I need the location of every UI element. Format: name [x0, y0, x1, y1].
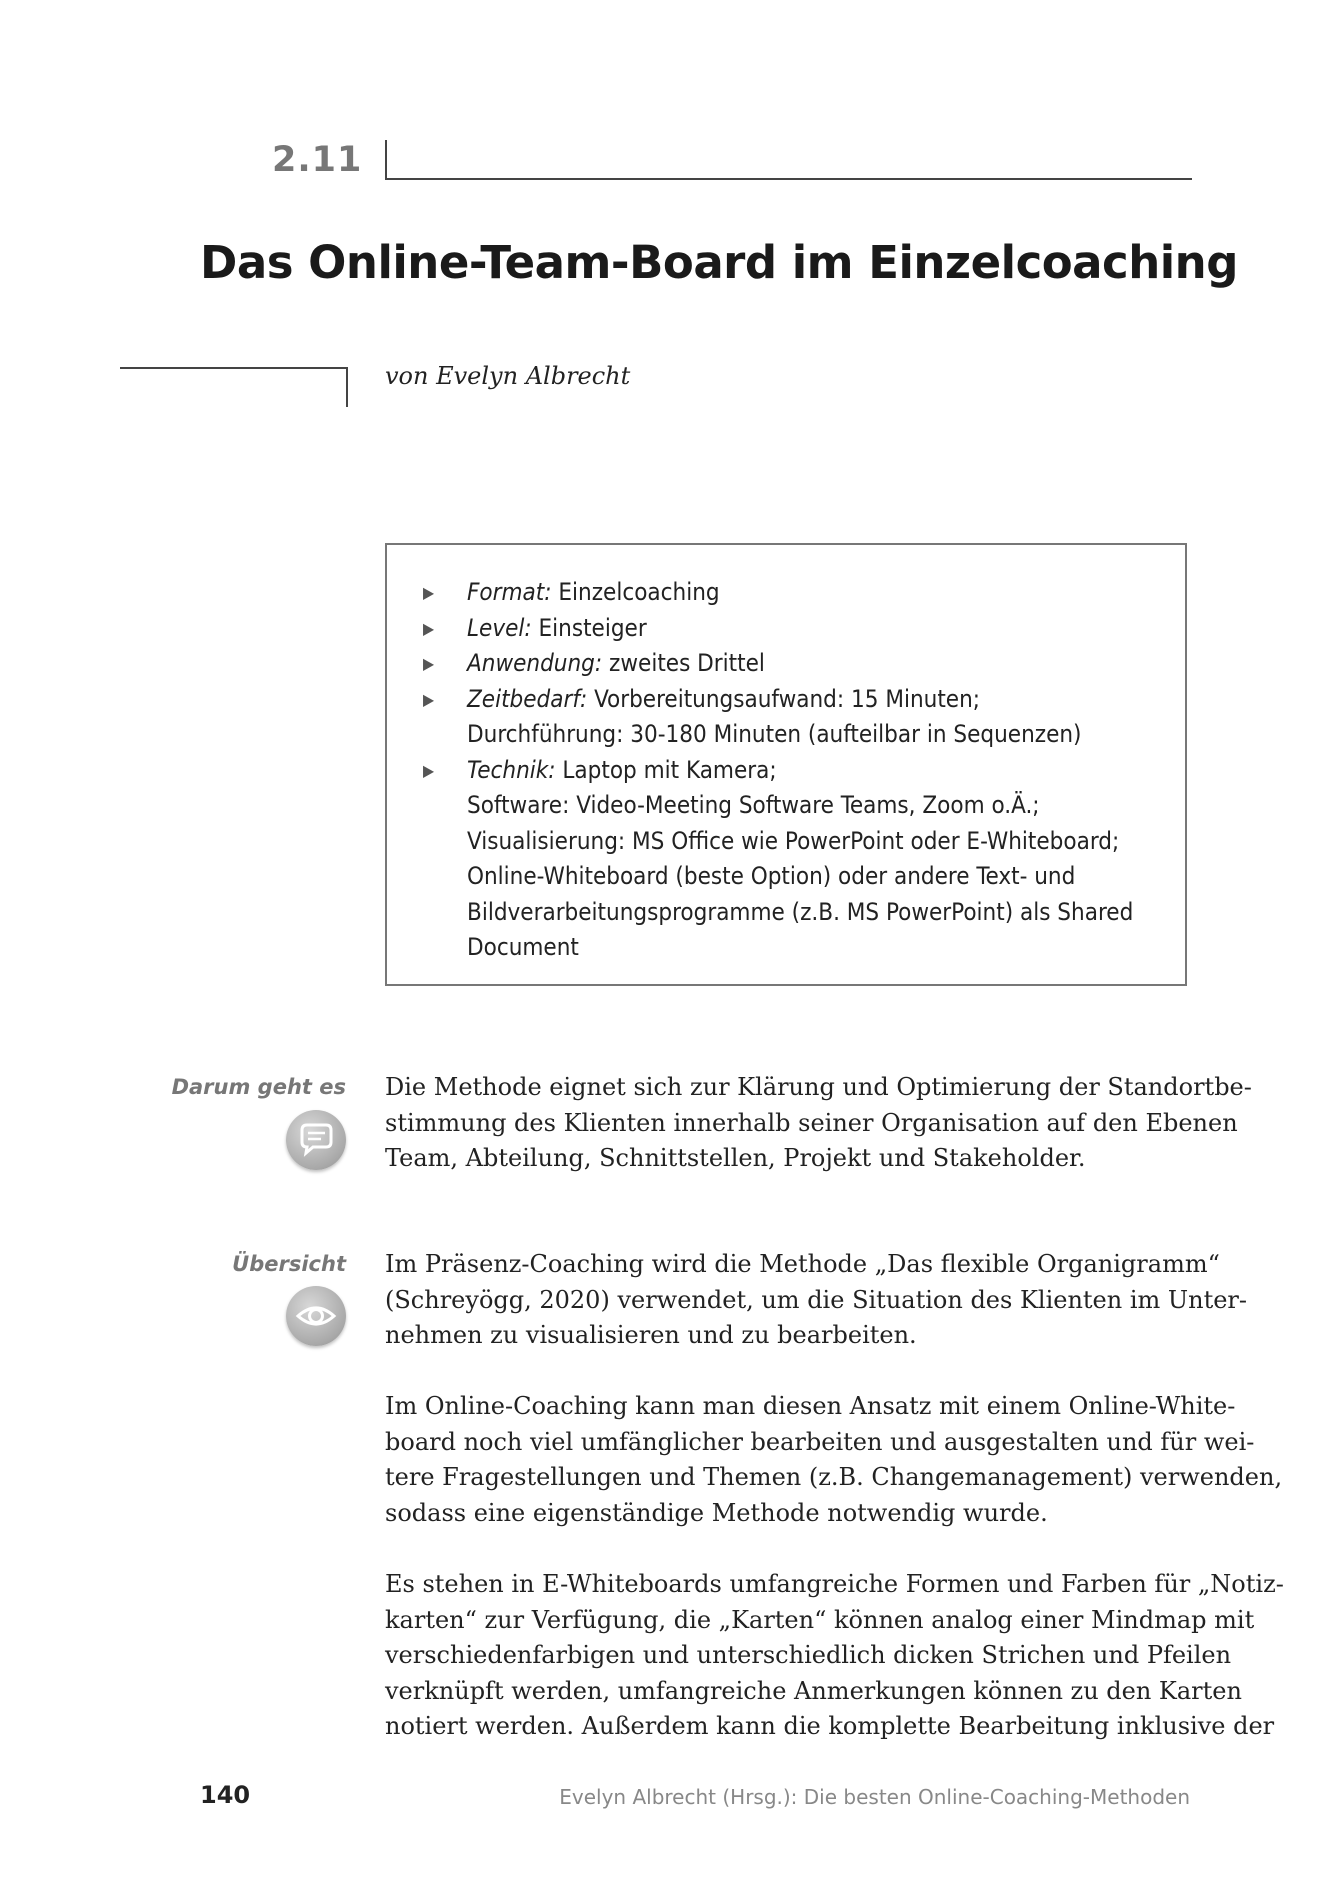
paragraph-uebersicht-2 [385, 1389, 1283, 1531]
info-value-line: Bildverarbeitungsprogramme (z.B. MS PowerPoint) als Shared [467, 897, 1134, 926]
text-line: notiert werden. Außerdem kann die komplette Bearbeitung inklusive der [385, 1712, 1275, 1740]
info-item-zeitbedarf [423, 682, 1185, 753]
text-line: Die Methode eignet sich zur Klärung und Optimierung der Standortbe- [385, 1073, 1252, 1101]
text-line: tere Fragestellungen und Themen (z.B. Changemanagement) verwenden, [385, 1463, 1283, 1491]
text-line: Es stehen in E-Whiteboards umfangreiche Formen und Farben für „Notiz- [385, 1570, 1284, 1598]
running-footer: Evelyn Albrecht (Hrsg.): Die besten Online-Coaching-Methoden [559, 1785, 1190, 1809]
text-line: verknüpft werden, umfangreiche Anmerkungen können zu den Karten [385, 1676, 1242, 1705]
triangle-bullet-icon: ▶ [423, 618, 435, 638]
info-key: Format: [467, 578, 552, 606]
page-number: 140 [200, 1781, 251, 1809]
chapter-number: 2.11 [272, 140, 363, 180]
text-line: verschiedenfarbigen und unterschiedlich dicken Strichen und Pfeilen [385, 1641, 1232, 1669]
speech-bubble-icon [286, 1110, 346, 1170]
author-rule [120, 367, 348, 407]
text-line: Im Online-Coaching kann man diesen Ansatz mit einem Online-White- [385, 1392, 1236, 1420]
info-key: Anwendung: [467, 649, 603, 677]
eye-icon [286, 1286, 346, 1346]
info-item-format [423, 575, 1185, 611]
chapter-rule [385, 140, 1192, 180]
info-item-anwendung [423, 646, 1185, 682]
info-key: Zeitbedarf: [467, 684, 588, 713]
text-line: karten“ zur Verfügung, die „Karten“ können analog einer Mindmap mit [385, 1605, 1255, 1634]
info-value-line: Document [467, 933, 579, 961]
info-list [387, 545, 1185, 966]
page-title: Das Online-Team-Board im Einzelcoaching [200, 236, 1238, 289]
text-line: (Schreyögg, 2020) verwendet, um die Situation des Klienten im Unter- [385, 1285, 1248, 1314]
author-byline: von Evelyn Albrecht [385, 362, 631, 390]
margin-label-darum: Darum geht es [171, 1075, 346, 1099]
info-value: Laptop mit Kamera; [562, 755, 777, 784]
info-value-line: Online-Whiteboard (beste Option) oder andere Text- und [467, 862, 1076, 890]
info-key: Technik: [467, 755, 556, 784]
info-value: Einzelcoaching [558, 578, 720, 606]
margin-label-uebersicht: Übersicht [232, 1252, 346, 1276]
triangle-bullet-icon: ▶ [423, 583, 435, 602]
info-item-level [423, 611, 1185, 647]
paragraph-darum [385, 1070, 1252, 1177]
info-value-line: Visualisierung: MS Office wie PowerPoint oder E-Whiteboard; [467, 826, 1120, 855]
text-line: board noch viel umfänglicher bearbeiten und ausgestalten und für wei- [385, 1427, 1255, 1456]
info-value-line: Software: Video-Meeting Software Teams, Zoom o.Ä.; [467, 791, 1040, 819]
info-value: Einsteiger [538, 613, 647, 642]
paragraph-uebersicht-3 [385, 1567, 1284, 1745]
text-line: sodass eine eigenständige Methode notwendig wurde. [385, 1498, 1048, 1527]
triangle-bullet-icon: ▶ [423, 654, 435, 673]
method-info-box [385, 543, 1187, 986]
text-line: nehmen zu visualisieren und zu bearbeiten. [385, 1321, 917, 1349]
text-line: stimmung des Klienten innerhalb seiner Organisation auf den Ebenen [385, 1108, 1238, 1137]
info-item-technik [423, 753, 1185, 966]
triangle-bullet-icon: ▶ [423, 760, 435, 780]
paragraph-uebersicht-1 [385, 1247, 1248, 1354]
triangle-bullet-icon: ▶ [423, 689, 435, 709]
info-value: Vorbereitungsaufwand: 15 Minuten; [594, 684, 981, 713]
info-key: Level: [467, 613, 532, 642]
text-line: Im Präsenz-Coaching wird die Methode „Das flexible Organigramm“ [385, 1250, 1220, 1278]
info-value: zweites Drittel [609, 649, 765, 677]
info-value-line: Durchführung: 30-180 Minuten (aufteilbar in Sequenzen) [467, 720, 1082, 748]
text-line: Team, Abteilung, Schnittstellen, Projekt und Stakeholder. [385, 1144, 1086, 1172]
